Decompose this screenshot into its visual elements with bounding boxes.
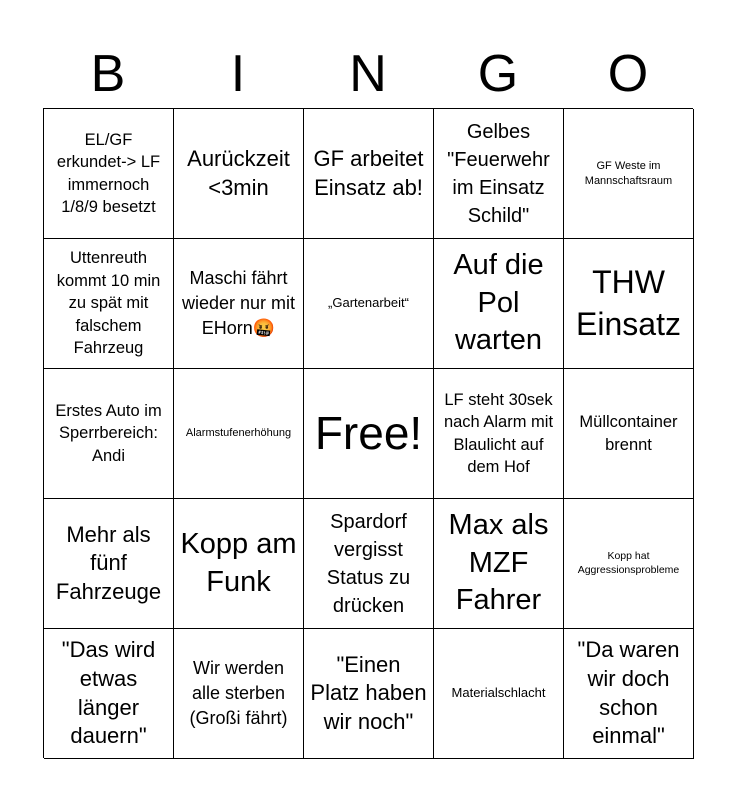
header-letter-b: B [90, 45, 126, 103]
bingo-cell-r4-c2[interactable]: Kopp am Funk [174, 499, 304, 629]
bingo-cell-r3-c2[interactable]: Alarmstufenerhöhung [174, 369, 304, 499]
bingo-cell-r2-c5[interactable]: THW Einsatz [564, 239, 694, 369]
bingo-cell-r3-c1[interactable]: Erstes Auto im Sperrbereich: Andi [44, 369, 174, 499]
bingo-cell-r1-c2[interactable]: Aurückzeit <3min [174, 109, 304, 239]
bingo-cell-r1-c4[interactable]: Gelbes "Feuerwehr im Einsatz Schild" [434, 109, 564, 239]
header-letter-o: O [607, 45, 649, 103]
bingo-cell-r2-c2[interactable]: Maschi fährt wieder nur mit EHorn🤬 [174, 239, 304, 369]
bingo-grid [43, 108, 693, 758]
header-letter-n: N [349, 45, 387, 103]
bingo-cell-r4-c5[interactable]: Kopp hat Aggressionsprobleme [564, 499, 694, 629]
bingo-cell-r2-c4[interactable]: Auf die Pol warten [434, 239, 564, 369]
bingo-cell-r1-c5[interactable]: GF Weste im Mannschaftsraum [564, 109, 694, 239]
bingo-cell-r4-c1[interactable]: Mehr als fünf Fahrzeuge [44, 499, 174, 629]
bingo-cell-r2-c1[interactable]: Uttenreuth kommt 10 min zu spät mit falschem Fahrzeug [44, 239, 174, 369]
bingo-cell-r3-c4[interactable]: LF steht 30sek nach Alarm mit Blaulicht auf dem Hof [434, 369, 564, 499]
header-letter-i: I [230, 45, 246, 103]
bingo-cell-r3-c5[interactable]: Müllcontainer brennt [564, 369, 694, 499]
bingo-cell-r2-c3[interactable]: „Gartenarbeit“ [304, 239, 434, 369]
bingo-cell-r4-c4[interactable]: Max als MZF Fahrer [434, 499, 564, 629]
header-letter-g: G [477, 45, 519, 103]
bingo-cell-r1-c1[interactable]: EL/GF erkundet-> LF immernoch 1/8/9 besetzt [44, 109, 174, 239]
bingo-cell-r5-c2[interactable]: Wir werden alle sterben (Großi fährt) [174, 629, 304, 759]
bingo-cell-r5-c3[interactable]: "Einen Platz haben wir noch" [304, 629, 434, 759]
bingo-cell-r1-c3[interactable]: GF arbeitet Einsatz ab! [304, 109, 434, 239]
bingo-cell-r5-c4[interactable]: Materialschlacht [434, 629, 564, 759]
bingo-cell-r5-c5[interactable]: "Da waren wir doch schon einmal" [564, 629, 694, 759]
bingo-cell-r4-c3[interactable]: Spardorf vergisst Status zu drücken [304, 499, 434, 629]
bingo-cell-free[interactable]: Free! [304, 369, 434, 499]
bingo-header [43, 40, 693, 108]
bingo-cell-r5-c1[interactable]: "Das wird etwas länger dauern" [44, 629, 174, 759]
